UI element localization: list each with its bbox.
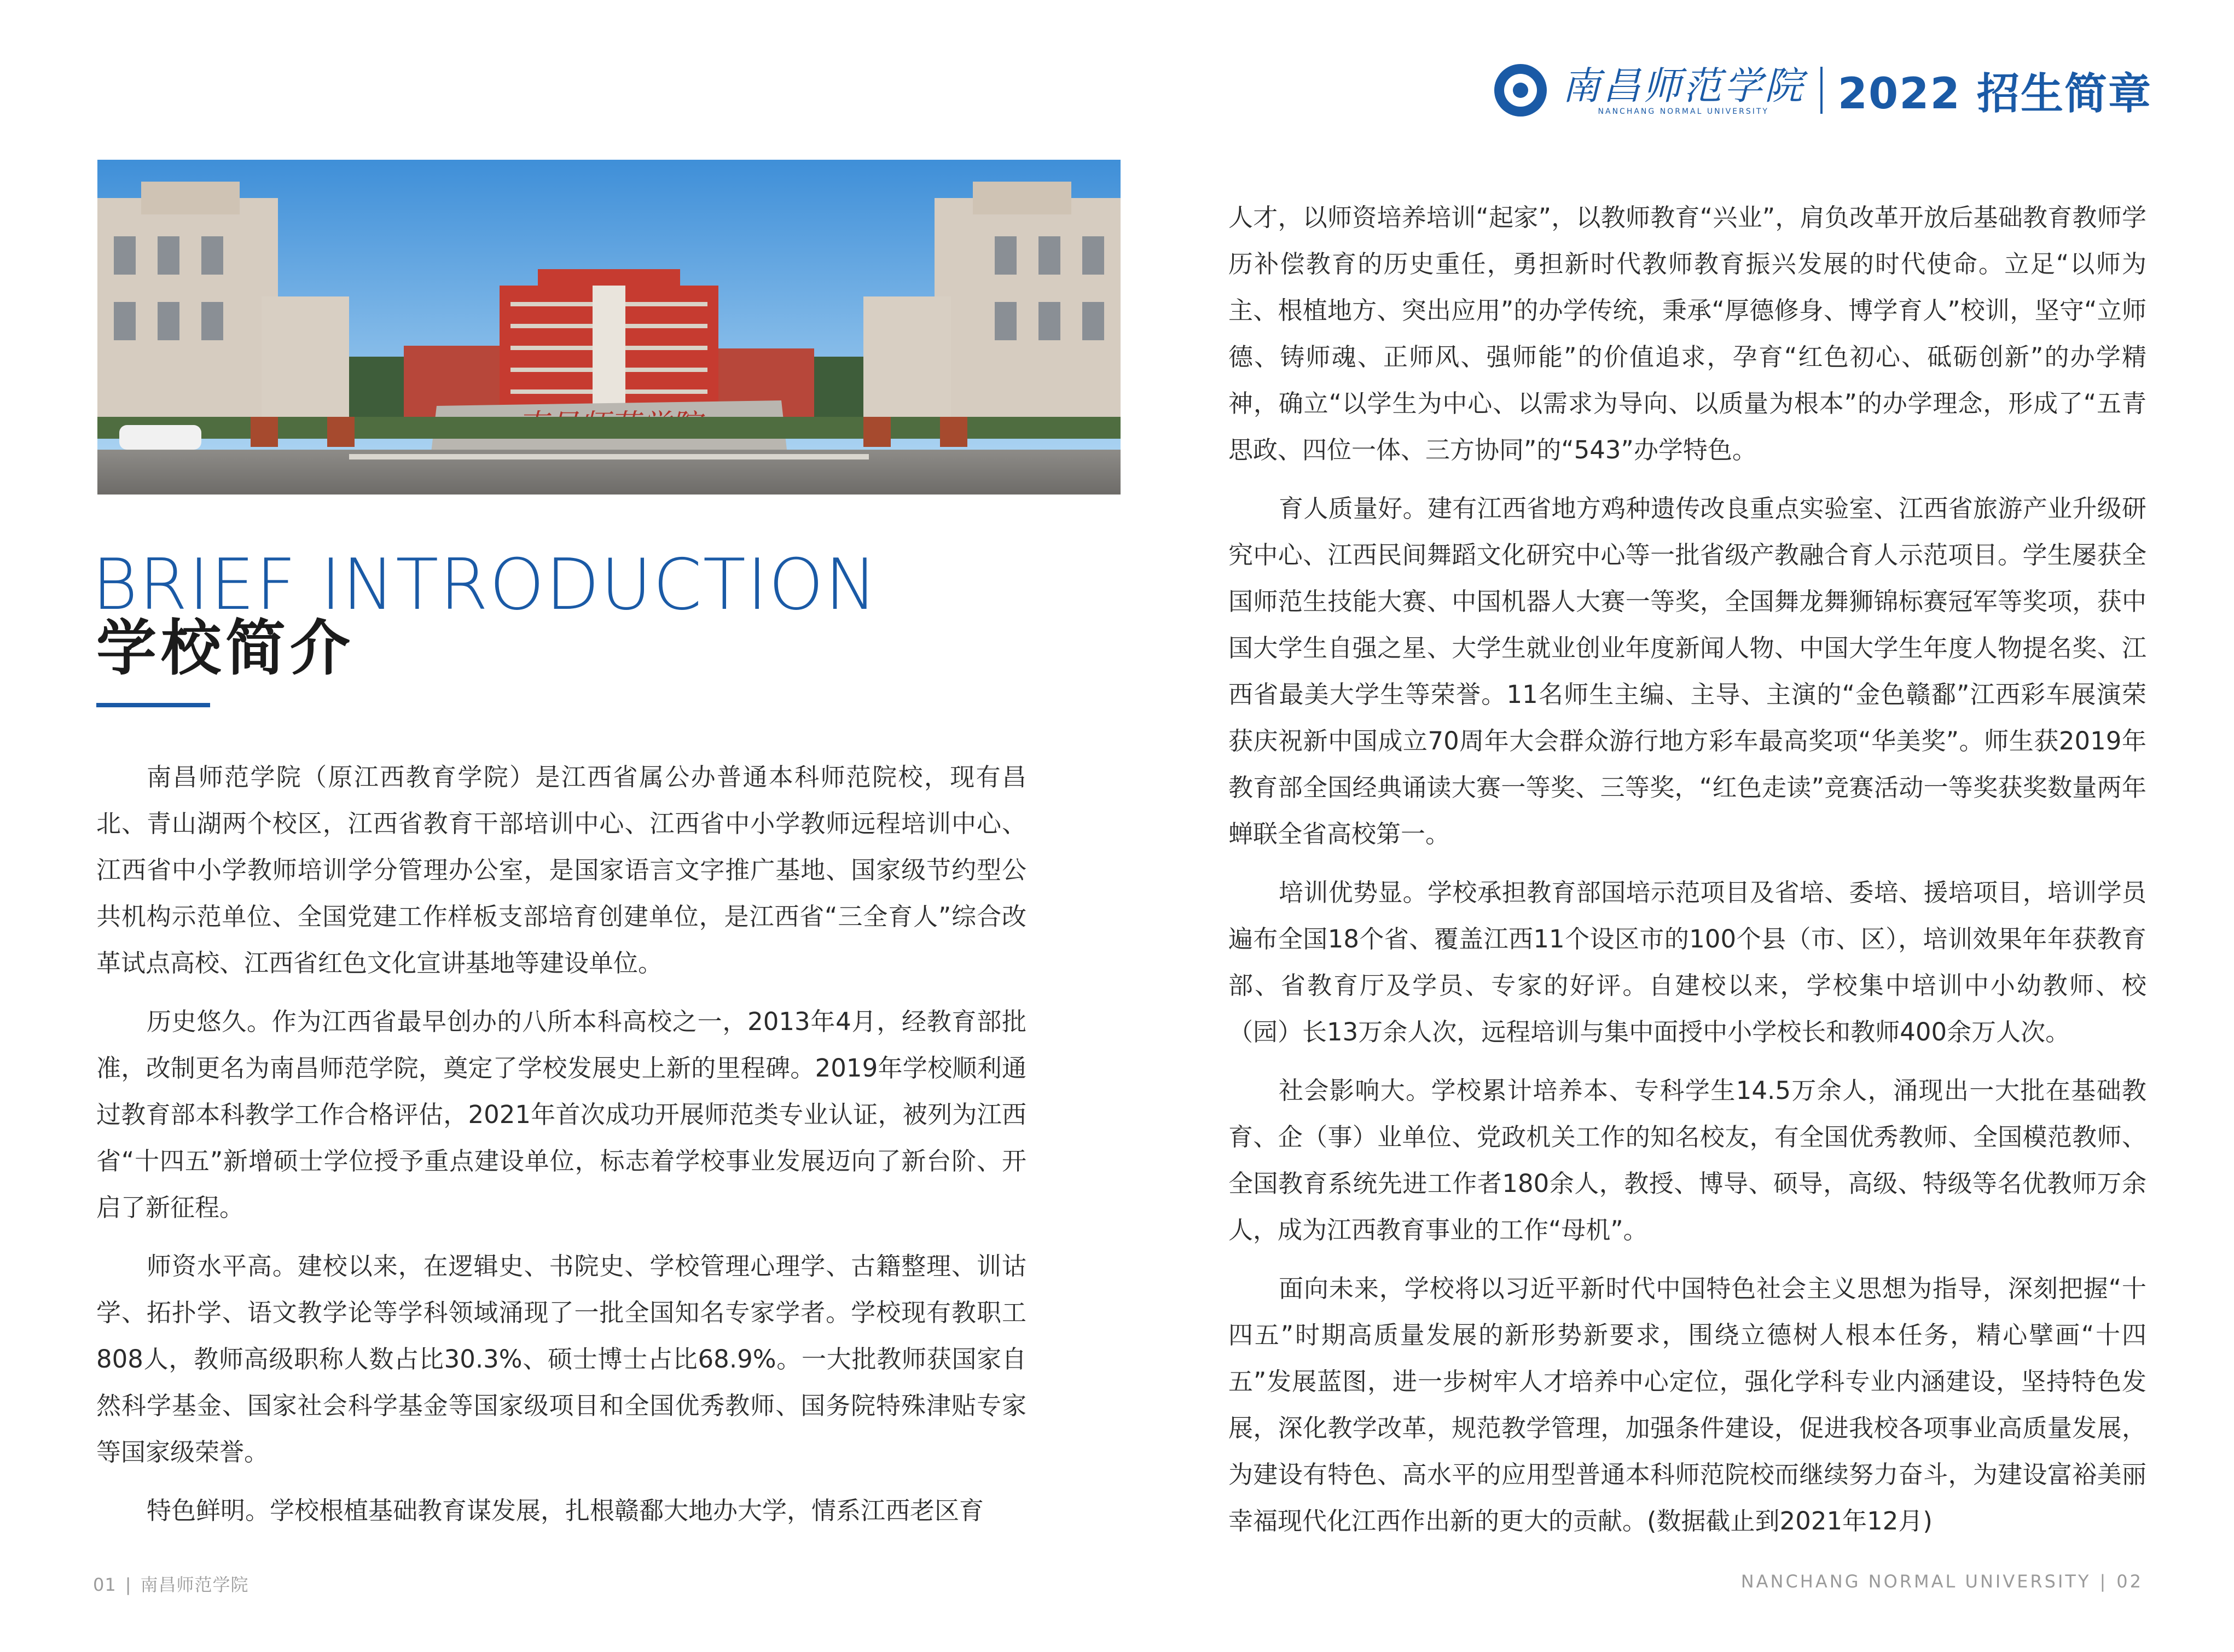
paragraph-faculty: 师资水平高。建校以来，在逻辑史、书院史、学校管理心理学、古籍整理、训诂学、拓扑学、语文教学论等学科领域涌现了一批全国知名专家学者。学校现有教职工808人，教师高级职称人数占比30.3%、硕士博士占比68.9%。一大批教师获国家自然科学基金、国家社会科学基金等国家级项目和全国优秀教师、国务院特殊津贴专家等国家级荣誉。 xyxy=(96,1252,1026,1467)
paragraph-future: 面向未来，学校将以习近平新时代中国特色社会主义思想为指导，深刻把握“十四五”时期高质量发展的新形势新要求，围绕立德树人根本任务，精心擘画“十四五”发展蓝图，进一步树牢人才培养中心定位，强化学科专业内涵建设，坚持特色发展，深化教学改革，规范教学管理，加强条件建设，促进我校各项事业高质量发展，为建设有特色、高水平的应用型普通本科师范院校而继续努力奋斗，为建设富裕美丽幸福现代化江西作出新的更大的贡献。(数据截止到2021年12月) xyxy=(1228,1274,2146,1535)
footer-school-name: 南昌师范学院 xyxy=(140,1574,249,1595)
section-title-cn: 学校简介 xyxy=(96,613,355,683)
footer-school-name-en: NANCHANG NORMAL UNIVERSITY xyxy=(1740,1571,2091,1592)
brand-header xyxy=(1494,60,2152,120)
section-title-en: BRIEF INTRODUCTION xyxy=(92,544,879,626)
footer-left xyxy=(93,1571,249,1596)
paragraph-history: 历史悠久。作为江西省最早创办的八所本科高校之一，2013年4月，经教育部批准，改制更名为南昌师范学院，奠定了学校发展史上新的里程碑。2019年学校顺利通过教育部本科教学工作合格评估，2021年首次成功开展师范类专业认证，被列为江西省“十四五”新增硕士学位授予重点建设单位，标志着学校事业发展迈向了新台阶、开启了新征程。 xyxy=(96,1007,1026,1222)
brand-divider xyxy=(1820,67,1823,114)
paragraph-social-impact: 社会影响大。学校累计培养本、专科学生14.5万余人，涌现出一大批在基础教育、企（事）业单位、党政机关工作的知名校友，有全国优秀教师、全国模范教师、全国教育系统先进工作者180余人，教授、博导、硕导，高级、特级等名优教师万余人，成为江西教育事业的工作“母机”。 xyxy=(1228,1076,2146,1244)
campus-gate-photo xyxy=(97,160,1121,495)
footer-right xyxy=(1741,1571,2143,1592)
brochure-title: 2022 招生简章 xyxy=(1837,69,2152,119)
paragraph-features-start: 特色鲜明。学校根植基础教育谋发展，扎根赣鄱大地办大学，情系江西老区育 xyxy=(147,1496,984,1525)
paragraph-overview: 南昌师范学院（原江西教育学院）是江西省属公办普通本科师范院校，现有昌北、青山湖两个校区，江西省教育干部培训中心、江西省中小学教师远程培训中心、江西省中小学教师培训学分管理办公室，是国家语言文字推广基地、国家级节约型公共机构示范单位、全国党建工作样板支部培育创建单位，是江西省“三全育人”综合改革试点高校、江西省红色文化宣讲基地等建设单位。 xyxy=(96,763,1026,978)
brand-name-en: NANCHANG NORMAL UNIVERSITY xyxy=(1598,107,1769,116)
brand-name-cn: 南昌师范学院 xyxy=(1562,63,1805,108)
paragraph-education-quality: 育人质量好。建有江西省地方鸡种遗传改良重点实验室、江西省旅游产业升级研究中心、江西民间舞蹈文化研究中心等一批省级产教融合育人示范项目。学生屡获全国师范生技能大赛、中国机器人大赛一等奖，全国舞龙舞狮锦标赛冠军等奖项，获中国大学生自强之星、大学生就业创业年度新闻人物、中国大学生年度人物提名奖、江西省最美大学生等荣誉。11名师生主编、主导、主演的“金色赣鄱”江西彩车展演荣获庆祝新中国成立70周年大会群众游行地方彩车最高奖项“华美奖”。师生获2019年教育部全国经典诵读大赛一等奖、三等奖，“红色走读”竞赛活动一等奖获奖数量两年蝉联全省高校第一。 xyxy=(1228,494,2146,848)
page-number-right: 02 xyxy=(2116,1571,2143,1592)
right-text-column xyxy=(1228,194,2146,1544)
left-text-column xyxy=(96,754,1026,1534)
heading-underline xyxy=(96,703,210,707)
university-logo-icon xyxy=(1494,64,1547,117)
brand-wordmark xyxy=(1562,65,1805,116)
page-number-left: 01 xyxy=(93,1574,117,1595)
paragraph-features-continued: 人才，以师资培养培训“起家”，以教师教育“兴业”，肩负改革开放后基础教育教师学历补偿教育的历史重任，勇担新时代教师教育振兴发展的时代使命。立足“以师为主、根植地方、突出应用”的办学传统，秉承“厚德修身、博学育人”校训，坚守“立师德、铸师魂、正师风、强师能”的价值追求，孕育“红色初心、砥砺创新”的办学精神，确立“以学生为中心、以需求为导向、以质量为根本”的办学理念，形成了“五青思政、四位一体、三方协同”的“543”办学特色。 xyxy=(1228,203,2146,464)
footer-separator: | xyxy=(125,1574,132,1595)
paragraph-training: 培训优势显。学校承担教育部国培示范项目及省培、委培、援培项目，培训学员遍布全国18个省、覆盖江西11个设区市的100个县（市、区），培训效果年年获教育部、省教育厅及学员、专家的好评。自建校以来，学校集中培训中小幼教师、校（园）长13万余人次，远程培训与集中面授中小学校长和教师400余万人次。 xyxy=(1228,878,2146,1046)
footer-separator: | xyxy=(2099,1571,2108,1592)
